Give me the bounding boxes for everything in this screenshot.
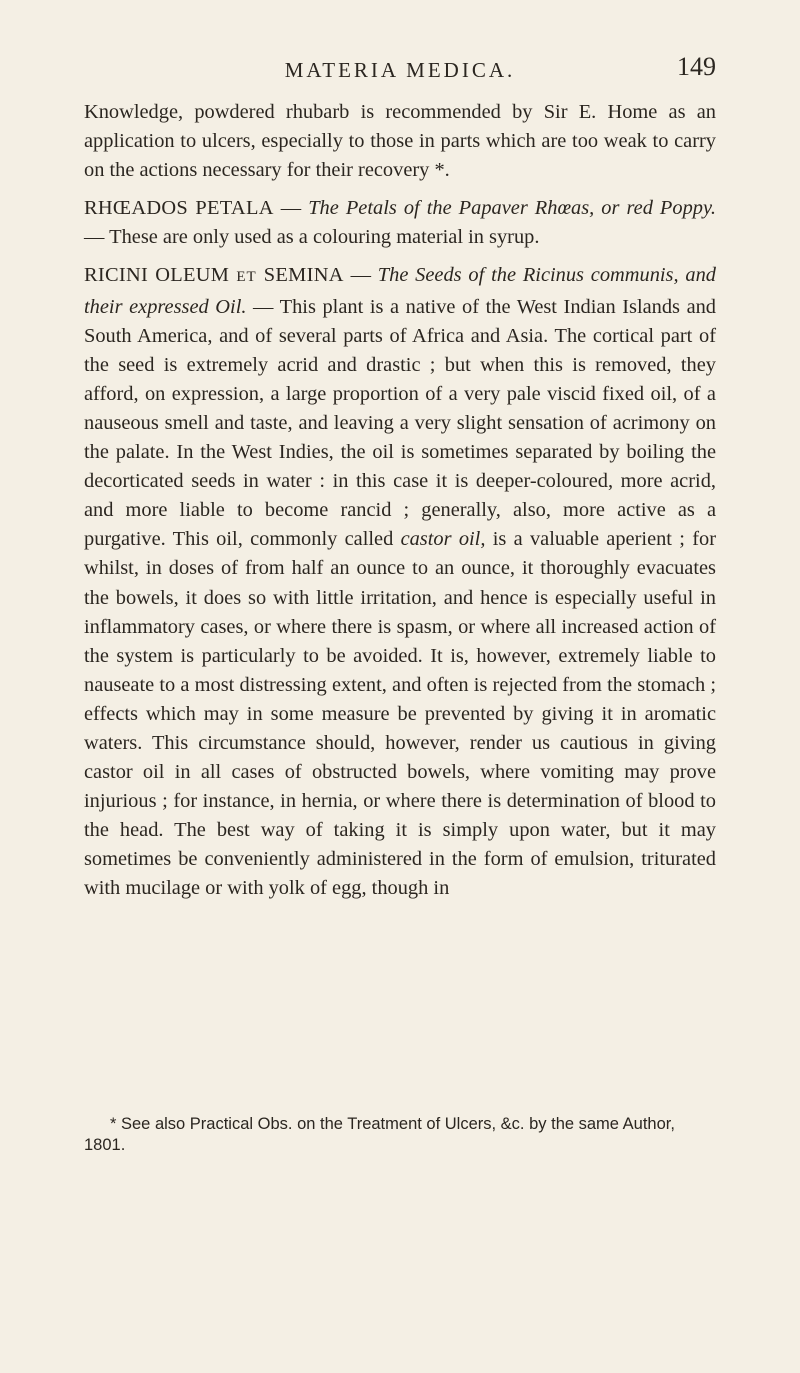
entry-title-ricini: The Seeds of the Ricinus communis, and their expressed Oil. — [84, 264, 716, 318]
footnote: * See also Practical Obs. on the Treatment of Ulcers, &c. by the same Author, 1801. — [84, 1115, 675, 1154]
dash: — — [84, 226, 110, 249]
entry-text-ricini-a: This plant is a native of the West Indian Islands and South America, and of several parts of Africa and Asia. The cortical part of the seed is extremely acrid and drastic ; but when this is removed, they afford, on expression, a large proportion of a very pale viscid fixed oil, of a nauseous smell and taste, and leaving a very slight sensation of acrimony on the palate. In the West Indies, the oil is sometimes separated by boiling the decorticated seeds in water : in this case it is deeper-coloured, more acrid, and more liable to become rancid ; generally, also, more active as a purgative. This oil, commonly called — [84, 295, 717, 551]
entry-title-rhoeados: The Petals of the Papaver Rhœas, or red Poppy. — [308, 197, 716, 220]
entry-text-ricini-b: is a valuable aperient ; for whilst, in doses of from half an ounce to an ounce, it thoroughly evacuates the bowels, it does so with little irritation, and hence is especially useful in inflammatory cases, or where there is spasm, or where all increased action of the system is particularly to be avoided. It is, however, extremely liable to nauseate to a most distressing extent, and often is rejected from the stomach ; effects which may in some measure be prevented by giving it in aromatic waters. This circumstance should, however, render us cautious in giving castor oil in all cases of obstructed bowels, where vomiting may prove injurious ; for instance, in hernia, or where there is determination of blood to the head. The best way of taking it is simply upon water, but it may sometimes be conveniently administered in the form of emulsion, triturated with mucilage or with yolk of egg, though in — [84, 528, 716, 900]
paragraph-rhoeados — [84, 194, 716, 252]
dash: — — [343, 264, 378, 287]
running-head: MATERIA MEDICA. — [284, 58, 516, 82]
page-number: 149 — [677, 52, 716, 81]
paragraph-rhubarb: Knowledge, powdered rhubarb is recommended by Sir E. Home as an application to ulcers, especially to those in parts which are too weak to carry on the actions necessary for their recovery *. — [84, 101, 716, 182]
page-header — [0, 52, 800, 92]
dash: — — [246, 295, 280, 318]
entry-heading-et: ET — [236, 269, 257, 286]
entry-text-rhoeados: These are only used as a colouring material in syrup. — [109, 226, 540, 249]
castor-oil-term: castor oil, — [400, 528, 486, 551]
paragraph-ricini — [84, 261, 716, 903]
main-text — [84, 98, 716, 904]
dash: — — [273, 197, 309, 220]
entry-heading-ricini-a: RICINI OLEUM — [84, 264, 237, 287]
entry-heading-ricini-b: SEMINA — [256, 264, 344, 287]
entry-heading-rhoeados: RHŒADOS PETALA — [84, 197, 274, 220]
